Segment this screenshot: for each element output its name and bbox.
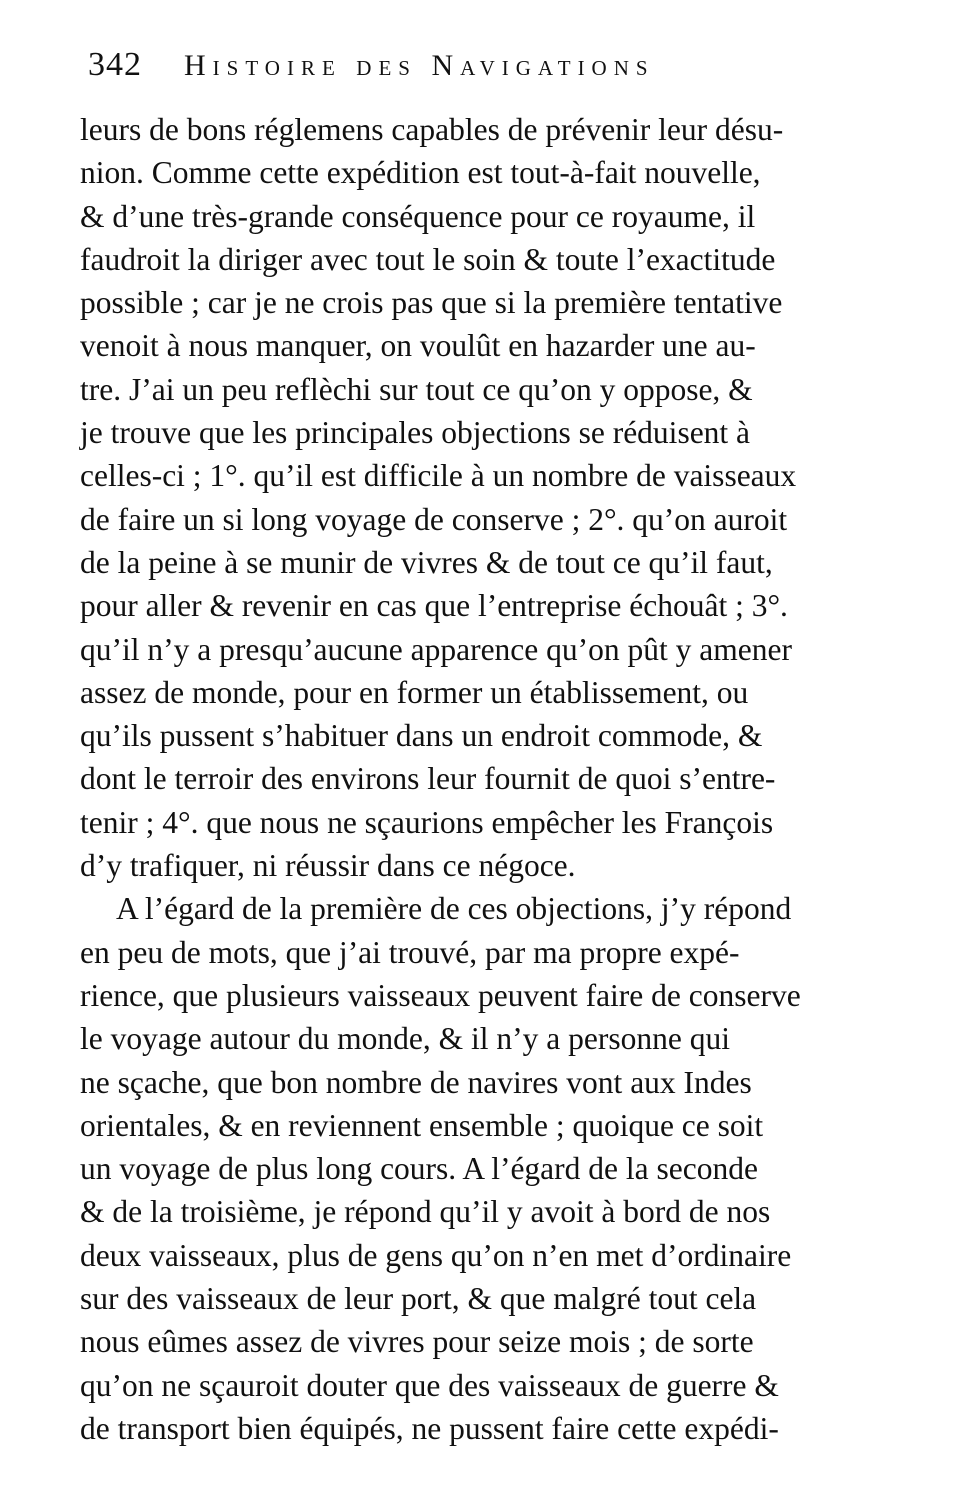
text-line: en peu de mots, que j’ai trouvé, par ma propre expé-: [80, 934, 740, 970]
text-line: qu’il n’y a presqu’aucune apparence qu’on pût y amener: [80, 631, 792, 667]
text-line: je trouve que les principales objections se réduisent à: [80, 415, 751, 451]
text-line: & de la troisième, je répond qu’il y avoit à bord de nos: [80, 1194, 771, 1230]
text-line: d’y trafiquer, ni réussir dans ce négoce.: [80, 848, 576, 884]
text-line: celles-ci ; 1°. qu’il est difficile à un nombre de vaisseaux: [80, 458, 797, 494]
page-header: [88, 46, 848, 102]
text-line: & d’une très-grande conséquence pour ce royaume, il: [80, 198, 756, 234]
text-line: dont le terroir des environs leur fournit de quoi s’entre-: [80, 761, 776, 797]
text-line: orientales, & en reviennent ensemble ; quoique ce soit: [80, 1107, 764, 1143]
text-line: deux vaisseaux, plus de gens qu’on n’en met d’ordinaire: [80, 1237, 792, 1273]
text-line: tenir ; 4°. que nous ne sçaurions empêcher les François: [80, 804, 774, 840]
text-line: leurs de bons réglemens capables de prévenir leur désu-: [80, 112, 784, 147]
text-line: ne sçache, que bon nombre de navires vont aux Indes: [80, 1064, 752, 1100]
text-line: assez de monde, pour en former un établissement, ou: [80, 674, 749, 710]
page-number: 342: [88, 46, 142, 83]
text-line: venoit à nous manquer, on voulût en hazarder une au-: [80, 328, 756, 364]
text-line: nion. Comme cette expédition est tout-à-fait nouvelle,: [80, 155, 761, 191]
text-line: qu’on ne sçauroit douter que des vaisseaux de guerre &: [80, 1367, 779, 1403]
text-line: un voyage de plus long cours. A l’égard de la seconde: [80, 1151, 758, 1187]
text-line: de faire un si long voyage de conserve ; 2°. qu’on auroit: [80, 501, 788, 537]
body-text: [80, 108, 920, 1450]
text-line: de la peine à se munir de vivres & de tout ce qu’il faut,: [80, 544, 773, 580]
text-line: possible ; car je ne crois pas que si la première tentative: [80, 285, 783, 321]
text-line: sur des vaisseaux de leur port, & que malgré tout cela: [80, 1281, 757, 1317]
text-line: de transport bien équipés, ne pussent faire cette expédi-: [80, 1410, 779, 1446]
text-line: nous eûmes assez de vivres pour seize mois ; de sorte: [80, 1324, 754, 1360]
text-line: le voyage autour du monde, & il n’y a personne qui: [80, 1021, 730, 1057]
text-line: faudroit la diriger avec tout le soin & toute l’exactitude: [80, 241, 776, 277]
running-title: Histoire des Navigations: [184, 49, 655, 82]
text-line: rience, que plusieurs vaisseaux peuvent faire de conserve: [80, 977, 801, 1013]
text-line: A l’égard de la première de ces objections, j’y répond: [116, 891, 792, 927]
text-line: qu’ils pussent s’habituer dans un endroit commode, &: [80, 718, 763, 754]
text-line: tre. J’ai un peu reflèchi sur tout ce qu’on y oppose, &: [80, 371, 753, 407]
text-line: pour aller & revenir en cas que l’entreprise échouât ; 3°.: [80, 588, 788, 624]
